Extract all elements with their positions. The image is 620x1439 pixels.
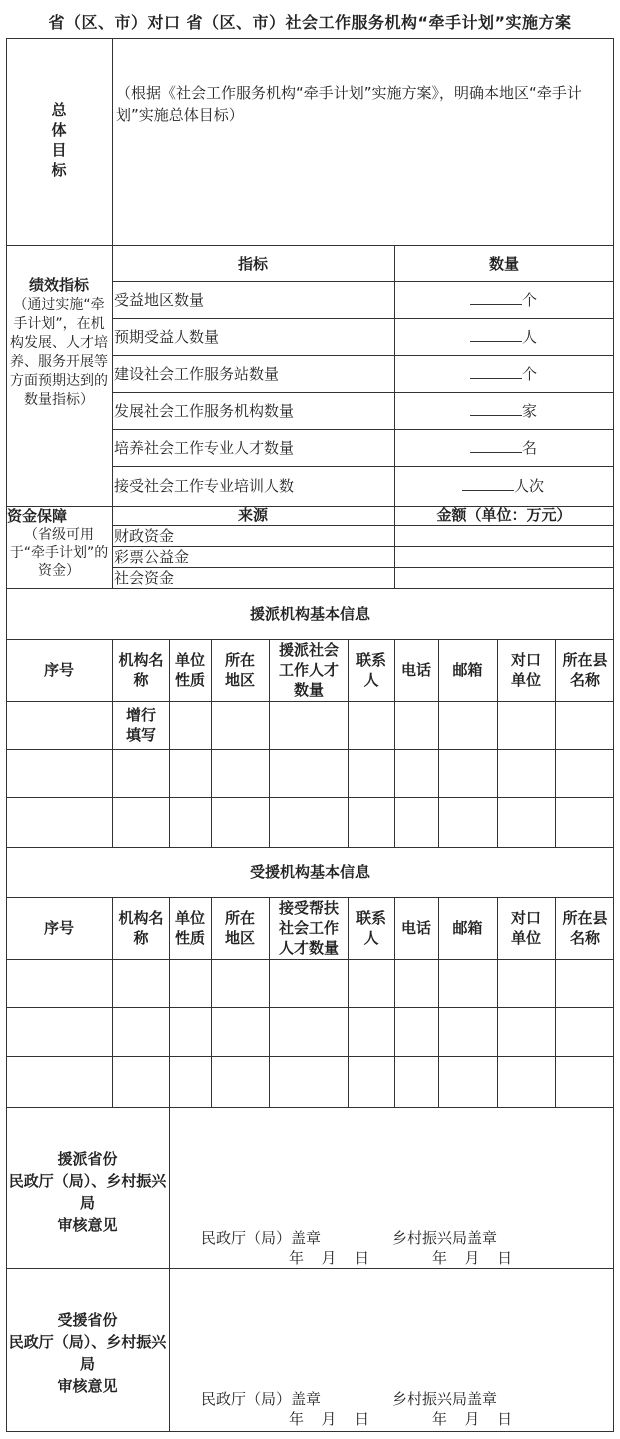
review-dispatch-label: 援派省份 民政厅（局）、乡村振兴局 审核意见 <box>8 1150 167 1234</box>
funding-label: 资金保障 <box>7 507 68 525</box>
dispatch-col-header: 联系人 <box>355 651 386 689</box>
dispatch-col-header: 单位性质 <box>174 651 205 689</box>
indicator-row: 受益地区数量 <box>114 291 205 309</box>
quantity-cell[interactable]: 个 <box>470 290 537 310</box>
dispatch-col-header: 电话 <box>400 661 431 679</box>
receive-col-header: 电话 <box>400 919 431 937</box>
dispatch-col-header: 序号 <box>43 661 74 679</box>
review-dispatch-date-rural: 年 月 日 <box>432 1249 513 1267</box>
receive-col-header: 对口单位 <box>510 909 541 947</box>
funding-row: 财政资金 <box>114 527 175 545</box>
dispatch-col-header: 援派社会工作人才数量 <box>278 641 339 699</box>
quantity-cell[interactable]: 名 <box>470 438 537 458</box>
goal-label: 总 体 目 标 <box>51 101 67 179</box>
page-title: 省（区、市）对口 省（区、市）社会工作服务机构“牵手计划”实施方案 <box>48 13 572 32</box>
indicator-row: 预期受益人数量 <box>114 328 220 346</box>
dispatch-col-header: 邮箱 <box>452 661 483 679</box>
receive-col-header: 所在地区 <box>224 909 255 947</box>
receive-section-title: 受援机构基本信息 <box>249 863 370 881</box>
receive-col-header: 所在县名称 <box>562 909 608 947</box>
performance-sublabel: （通过实施“牵手计划”，在机构发展、人才培养、服务开展等方面预期达到的数量指标） <box>10 297 108 408</box>
review-receive-date-rural: 年 月 日 <box>432 1410 513 1428</box>
review-dispatch-stamp-rural: 乡村振兴局盖章 <box>392 1229 498 1247</box>
receive-col-header: 接受帮扶社会工作人才数量 <box>278 899 339 957</box>
review-dispatch-stamp-civil: 民政厅（局）盖章 <box>201 1229 322 1247</box>
dispatch-add-row-note: 增行填写 <box>125 706 156 744</box>
col-amount-header: 金额（单位：万元） <box>436 506 572 524</box>
receive-section <box>6 847 614 1108</box>
receive-col-header: 邮箱 <box>452 919 483 937</box>
indicator-row: 培养社会工作专业人才数量 <box>114 439 295 457</box>
dispatch-col-header: 机构名称 <box>118 651 164 689</box>
quantity-cell[interactable]: 人 <box>470 327 537 347</box>
review-dispatch-date-civil: 年 月 日 <box>289 1249 370 1267</box>
review-receive-label: 受援省份 民政厅（局）、乡村振兴局 审核意见 <box>8 1311 167 1395</box>
review-receive-date-civil: 年 月 日 <box>289 1410 370 1428</box>
receive-col-header: 序号 <box>43 919 74 937</box>
review-receive-stamp-rural: 乡村振兴局盖章 <box>392 1390 498 1408</box>
indicator-row: 建设社会工作服务站数量 <box>114 365 280 383</box>
dispatch-section-title: 援派机构基本信息 <box>249 605 370 623</box>
review-receive-stamp-civil: 民政厅（局）盖章 <box>201 1390 322 1408</box>
funding-row: 社会资金 <box>114 569 175 587</box>
funding-row: 彩票公益金 <box>114 548 190 566</box>
receive-col-header: 联系人 <box>355 909 386 947</box>
dispatch-col-header: 所在地区 <box>224 651 255 689</box>
goal-hint[interactable]: （根据《社会工作服务机构“牵手计划”实施方案》，明确本地区“牵手计划”实施总体目标） <box>116 84 582 124</box>
col-indicator-header: 指标 <box>237 255 268 273</box>
performance-label: 绩效指标 <box>28 276 89 294</box>
dispatch-col-header: 对口单位 <box>510 651 541 689</box>
dispatch-section <box>6 588 614 848</box>
receive-col-header: 单位性质 <box>174 909 205 947</box>
quantity-cell[interactable]: 家 <box>470 401 537 421</box>
dispatch-col-header: 所在县名称 <box>562 651 608 689</box>
indicator-row: 接受社会工作专业培训人数 <box>114 477 295 495</box>
quantity-cell[interactable]: 人次 <box>462 476 544 496</box>
indicator-row: 发展社会工作服务机构数量 <box>114 402 295 420</box>
quantity-cell[interactable]: 个 <box>470 364 537 384</box>
funding-sublabel: （省级可用于“牵手计划”的资金） <box>9 527 109 579</box>
col-source-header: 来源 <box>237 506 268 524</box>
receive-col-header: 机构名称 <box>118 909 164 947</box>
col-quantity-header: 数量 <box>488 255 519 273</box>
